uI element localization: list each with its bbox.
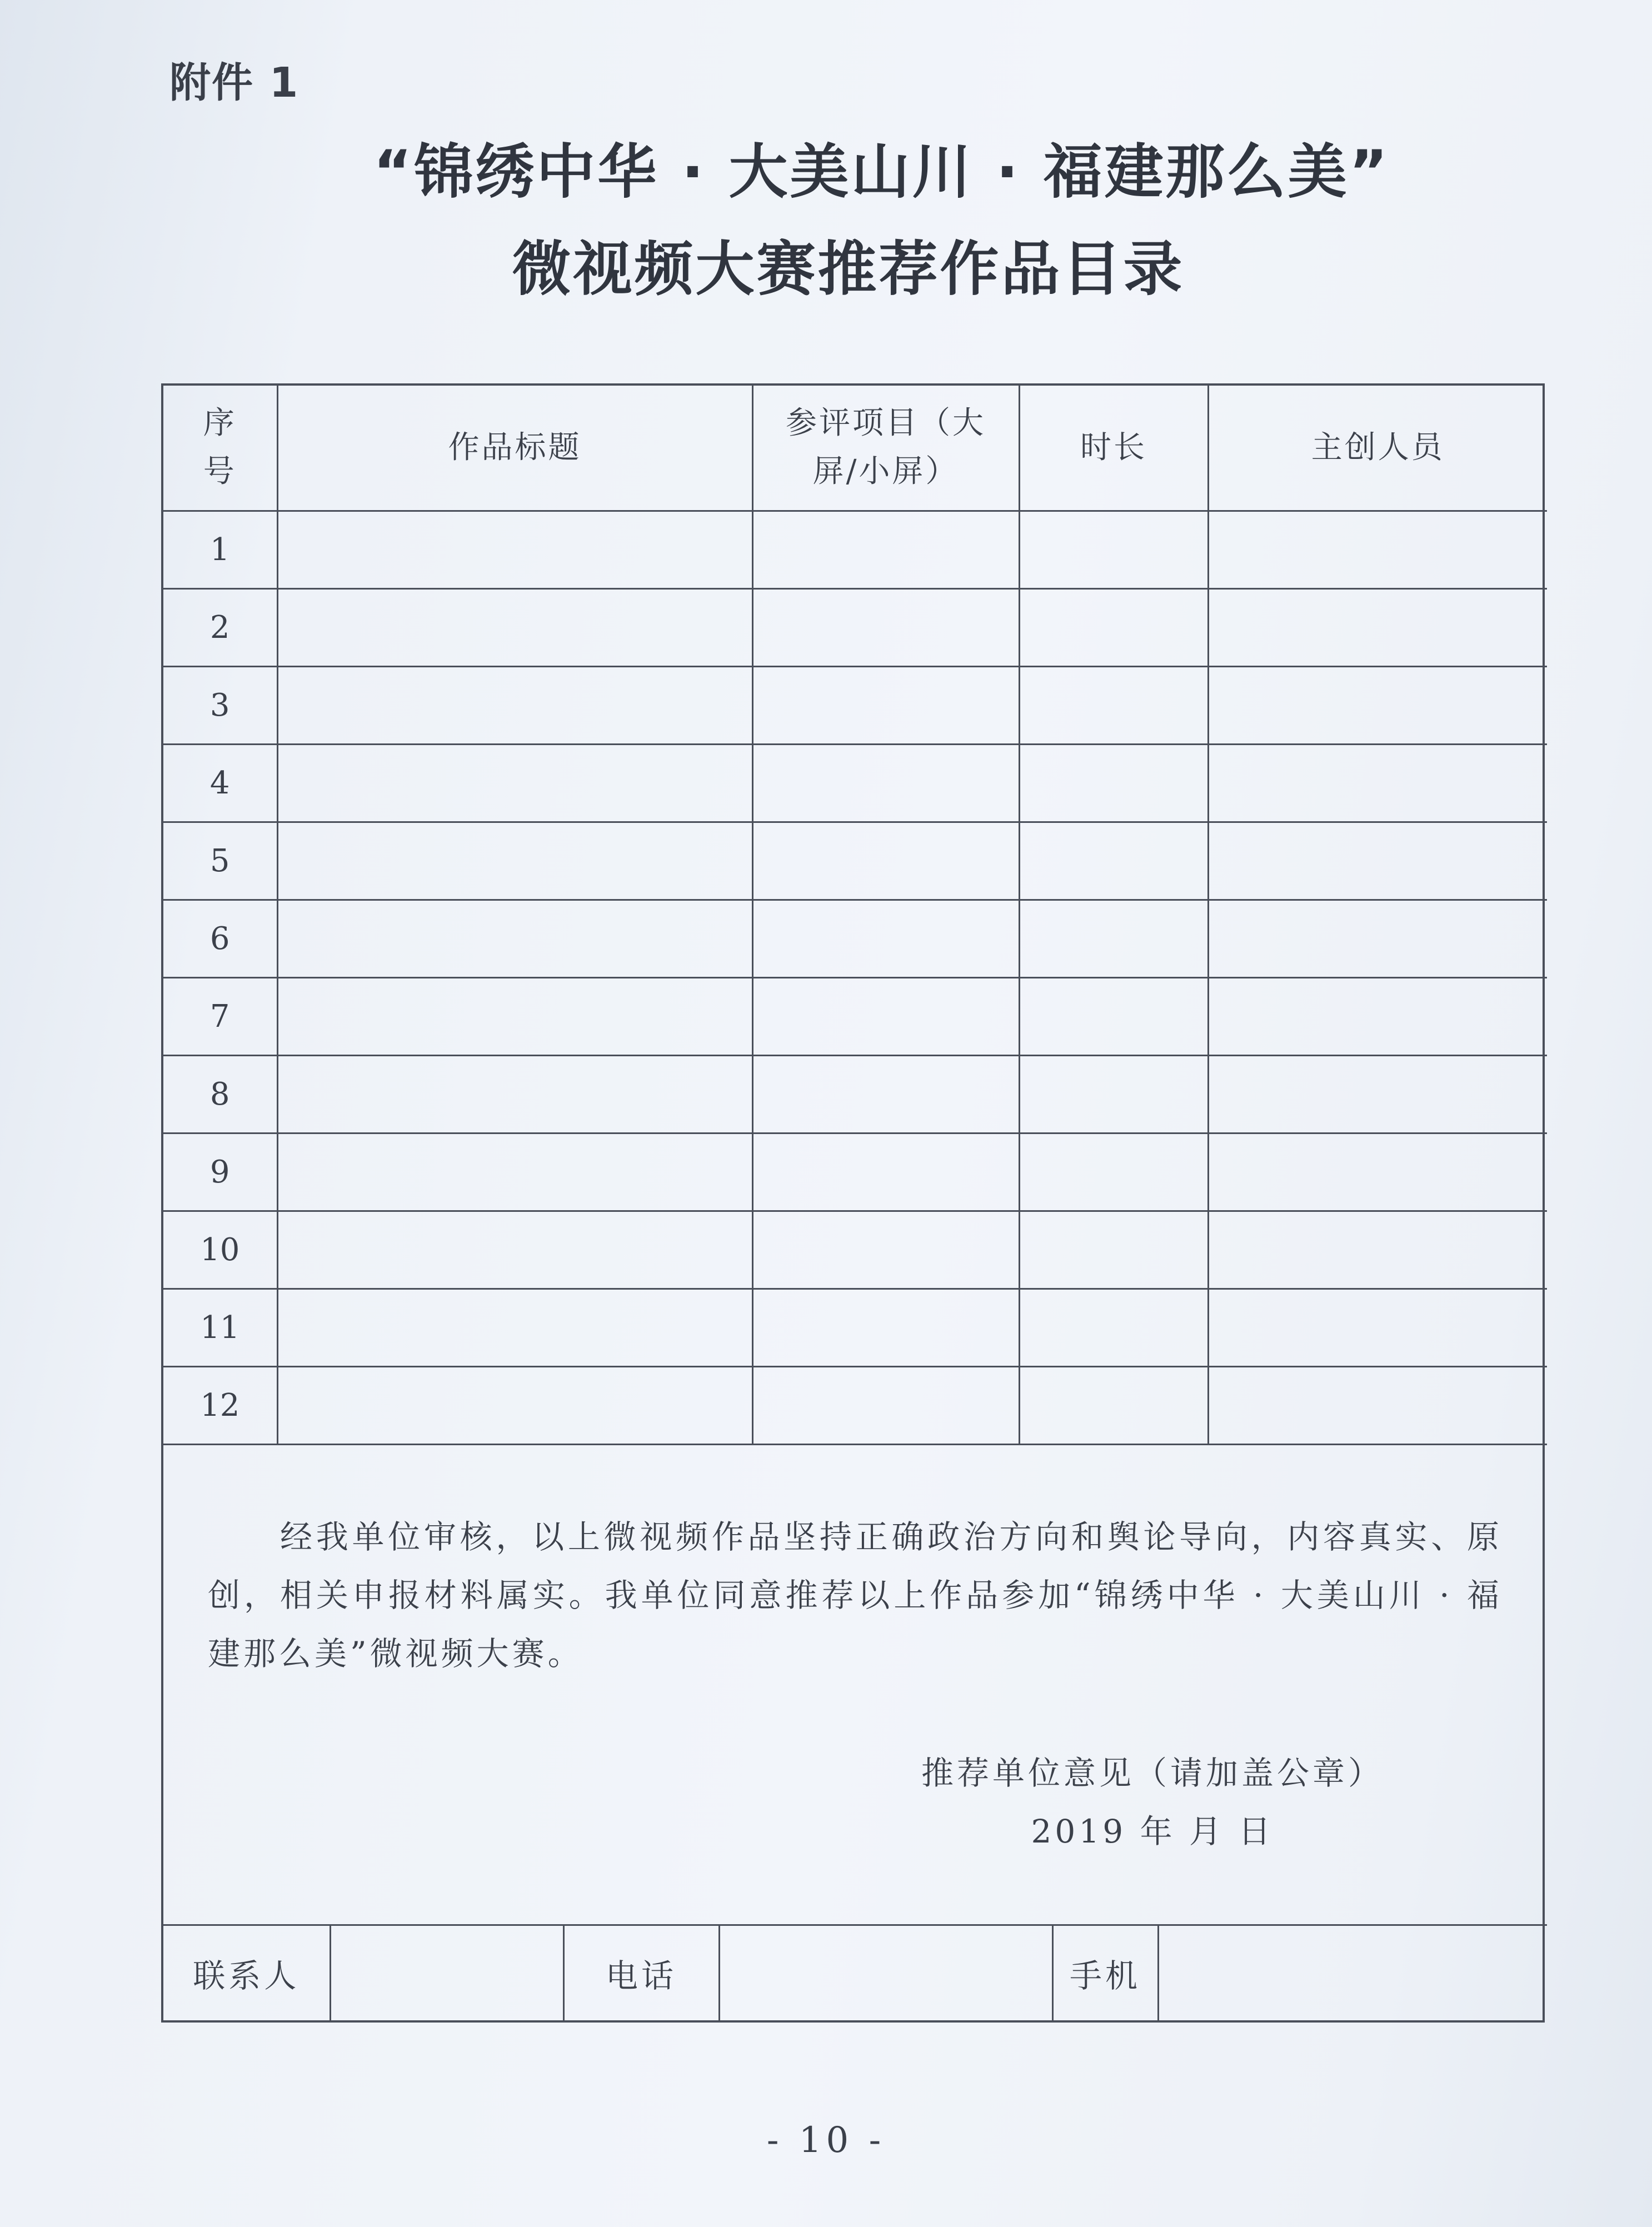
table-row xyxy=(163,667,1547,745)
row-creators-cell[interactable] xyxy=(1208,745,1547,822)
row-number: 5 xyxy=(163,822,277,900)
row-title-cell[interactable] xyxy=(277,1211,752,1289)
row-duration-cell[interactable] xyxy=(1019,822,1208,900)
row-creators-cell[interactable] xyxy=(1208,1367,1547,1445)
row-category-cell[interactable] xyxy=(752,822,1019,900)
row-category-cell[interactable] xyxy=(752,511,1019,589)
row-category-cell[interactable] xyxy=(752,667,1019,745)
row-creators-cell[interactable] xyxy=(1208,1211,1547,1289)
table-row xyxy=(163,511,1547,589)
header-creators: 主创人员 xyxy=(1208,386,1547,511)
row-number: 9 xyxy=(163,1134,277,1211)
review-statement: 经我单位审核，以上微视频作品坚持正确政治方向和舆论导向，内容真实、原创，相关申报材料属实。我单位同意推荐以上作品参加“锦绣中华 · 大美山川 · 福建那么美”微视频大赛。 xyxy=(208,1518,1503,1672)
header-title: 作品标题 xyxy=(277,386,752,511)
table-row xyxy=(163,1211,1547,1289)
document-title-line-1: “锦绣中华 · 大美山川 · 福建那么美” xyxy=(373,138,1390,206)
row-category-cell[interactable] xyxy=(752,1367,1019,1445)
row-category-cell[interactable] xyxy=(752,745,1019,822)
header-seq-line-2: 号 xyxy=(203,453,237,490)
recommend-opinion: 推荐单位意见（请加盖公章） xyxy=(921,1754,1384,1792)
row-category-cell[interactable] xyxy=(752,900,1019,978)
mobile-label: 手机 xyxy=(1052,1925,1158,2021)
row-title-cell[interactable] xyxy=(277,900,752,978)
row-title-cell[interactable] xyxy=(277,589,752,667)
header-seq-line-1: 序 xyxy=(203,405,237,442)
row-number: 8 xyxy=(163,1056,277,1134)
row-number: 11 xyxy=(163,1289,277,1367)
row-title-cell[interactable] xyxy=(277,1056,752,1134)
header-category xyxy=(752,386,1019,511)
row-category-cell[interactable] xyxy=(752,1211,1019,1289)
row-title-cell[interactable] xyxy=(277,511,752,589)
row-duration-cell[interactable] xyxy=(1019,511,1208,589)
row-category-cell[interactable] xyxy=(752,1056,1019,1134)
row-number: 6 xyxy=(163,900,277,978)
row-number: 3 xyxy=(163,667,277,745)
row-creators-cell[interactable] xyxy=(1208,1056,1547,1134)
contact-person-label: 联系人 xyxy=(163,1925,330,2021)
row-number: 12 xyxy=(163,1367,277,1445)
row-duration-cell[interactable] xyxy=(1019,1367,1208,1445)
works-table xyxy=(163,386,1547,1445)
table-row xyxy=(163,745,1547,822)
contact-row xyxy=(163,1925,1547,2021)
row-duration-cell[interactable] xyxy=(1019,1056,1208,1134)
header-category-line-2: 屏/小屏） xyxy=(812,453,959,490)
table-row xyxy=(163,1134,1547,1211)
row-duration-cell[interactable] xyxy=(1019,1211,1208,1289)
row-duration-cell[interactable] xyxy=(1019,667,1208,745)
row-title-cell[interactable] xyxy=(277,1134,752,1211)
row-creators-cell[interactable] xyxy=(1208,900,1547,978)
header-seq xyxy=(163,386,277,511)
mobile-field[interactable] xyxy=(1158,1925,1547,2021)
table-row xyxy=(163,1367,1547,1445)
attachment-label: 附件 1 xyxy=(169,59,300,107)
row-title-cell[interactable] xyxy=(277,1367,752,1445)
row-title-cell[interactable] xyxy=(277,822,752,900)
row-number: 2 xyxy=(163,589,277,667)
contact-person-field[interactable] xyxy=(330,1925,563,2021)
row-number: 4 xyxy=(163,745,277,822)
row-duration-cell[interactable] xyxy=(1019,900,1208,978)
row-creators-cell[interactable] xyxy=(1208,589,1547,667)
recommendation-form xyxy=(161,383,1545,2023)
row-title-cell[interactable] xyxy=(277,978,752,1056)
table-row xyxy=(163,978,1547,1056)
contact-table xyxy=(163,1924,1547,2020)
row-creators-cell[interactable] xyxy=(1208,667,1547,745)
header-category-line-1: 参评项目（大 xyxy=(786,405,986,442)
row-number: 1 xyxy=(163,511,277,589)
row-category-cell[interactable] xyxy=(752,1289,1019,1367)
row-number: 10 xyxy=(163,1211,277,1289)
row-category-cell[interactable] xyxy=(752,1134,1019,1211)
table-row xyxy=(163,822,1547,900)
row-creators-cell[interactable] xyxy=(1208,978,1547,1056)
table-row xyxy=(163,1056,1547,1134)
date-line: 2019 年 月 日 xyxy=(1031,1812,1274,1850)
row-category-cell[interactable] xyxy=(752,978,1019,1056)
row-title-cell[interactable] xyxy=(277,1289,752,1367)
table-row xyxy=(163,1289,1547,1367)
row-duration-cell[interactable] xyxy=(1019,589,1208,667)
document-title-line-2: 微视频大赛推荐作品目录 xyxy=(512,235,1185,303)
row-duration-cell[interactable] xyxy=(1019,1289,1208,1367)
row-title-cell[interactable] xyxy=(277,745,752,822)
row-creators-cell[interactable] xyxy=(1208,1134,1547,1211)
works-table-header-row xyxy=(163,386,1547,511)
phone-field[interactable] xyxy=(719,1925,1052,2021)
row-number: 7 xyxy=(163,978,277,1056)
table-row xyxy=(163,589,1547,667)
row-duration-cell[interactable] xyxy=(1019,745,1208,822)
row-creators-cell[interactable] xyxy=(1208,822,1547,900)
row-category-cell[interactable] xyxy=(752,589,1019,667)
phone-label: 电话 xyxy=(563,1925,719,2021)
row-title-cell[interactable] xyxy=(277,667,752,745)
table-row xyxy=(163,900,1547,978)
row-creators-cell[interactable] xyxy=(1208,511,1547,589)
page-number: - 10 - xyxy=(766,2120,886,2161)
row-duration-cell[interactable] xyxy=(1019,1134,1208,1211)
row-creators-cell[interactable] xyxy=(1208,1289,1547,1367)
row-duration-cell[interactable] xyxy=(1019,978,1208,1056)
header-duration: 时长 xyxy=(1019,386,1208,511)
